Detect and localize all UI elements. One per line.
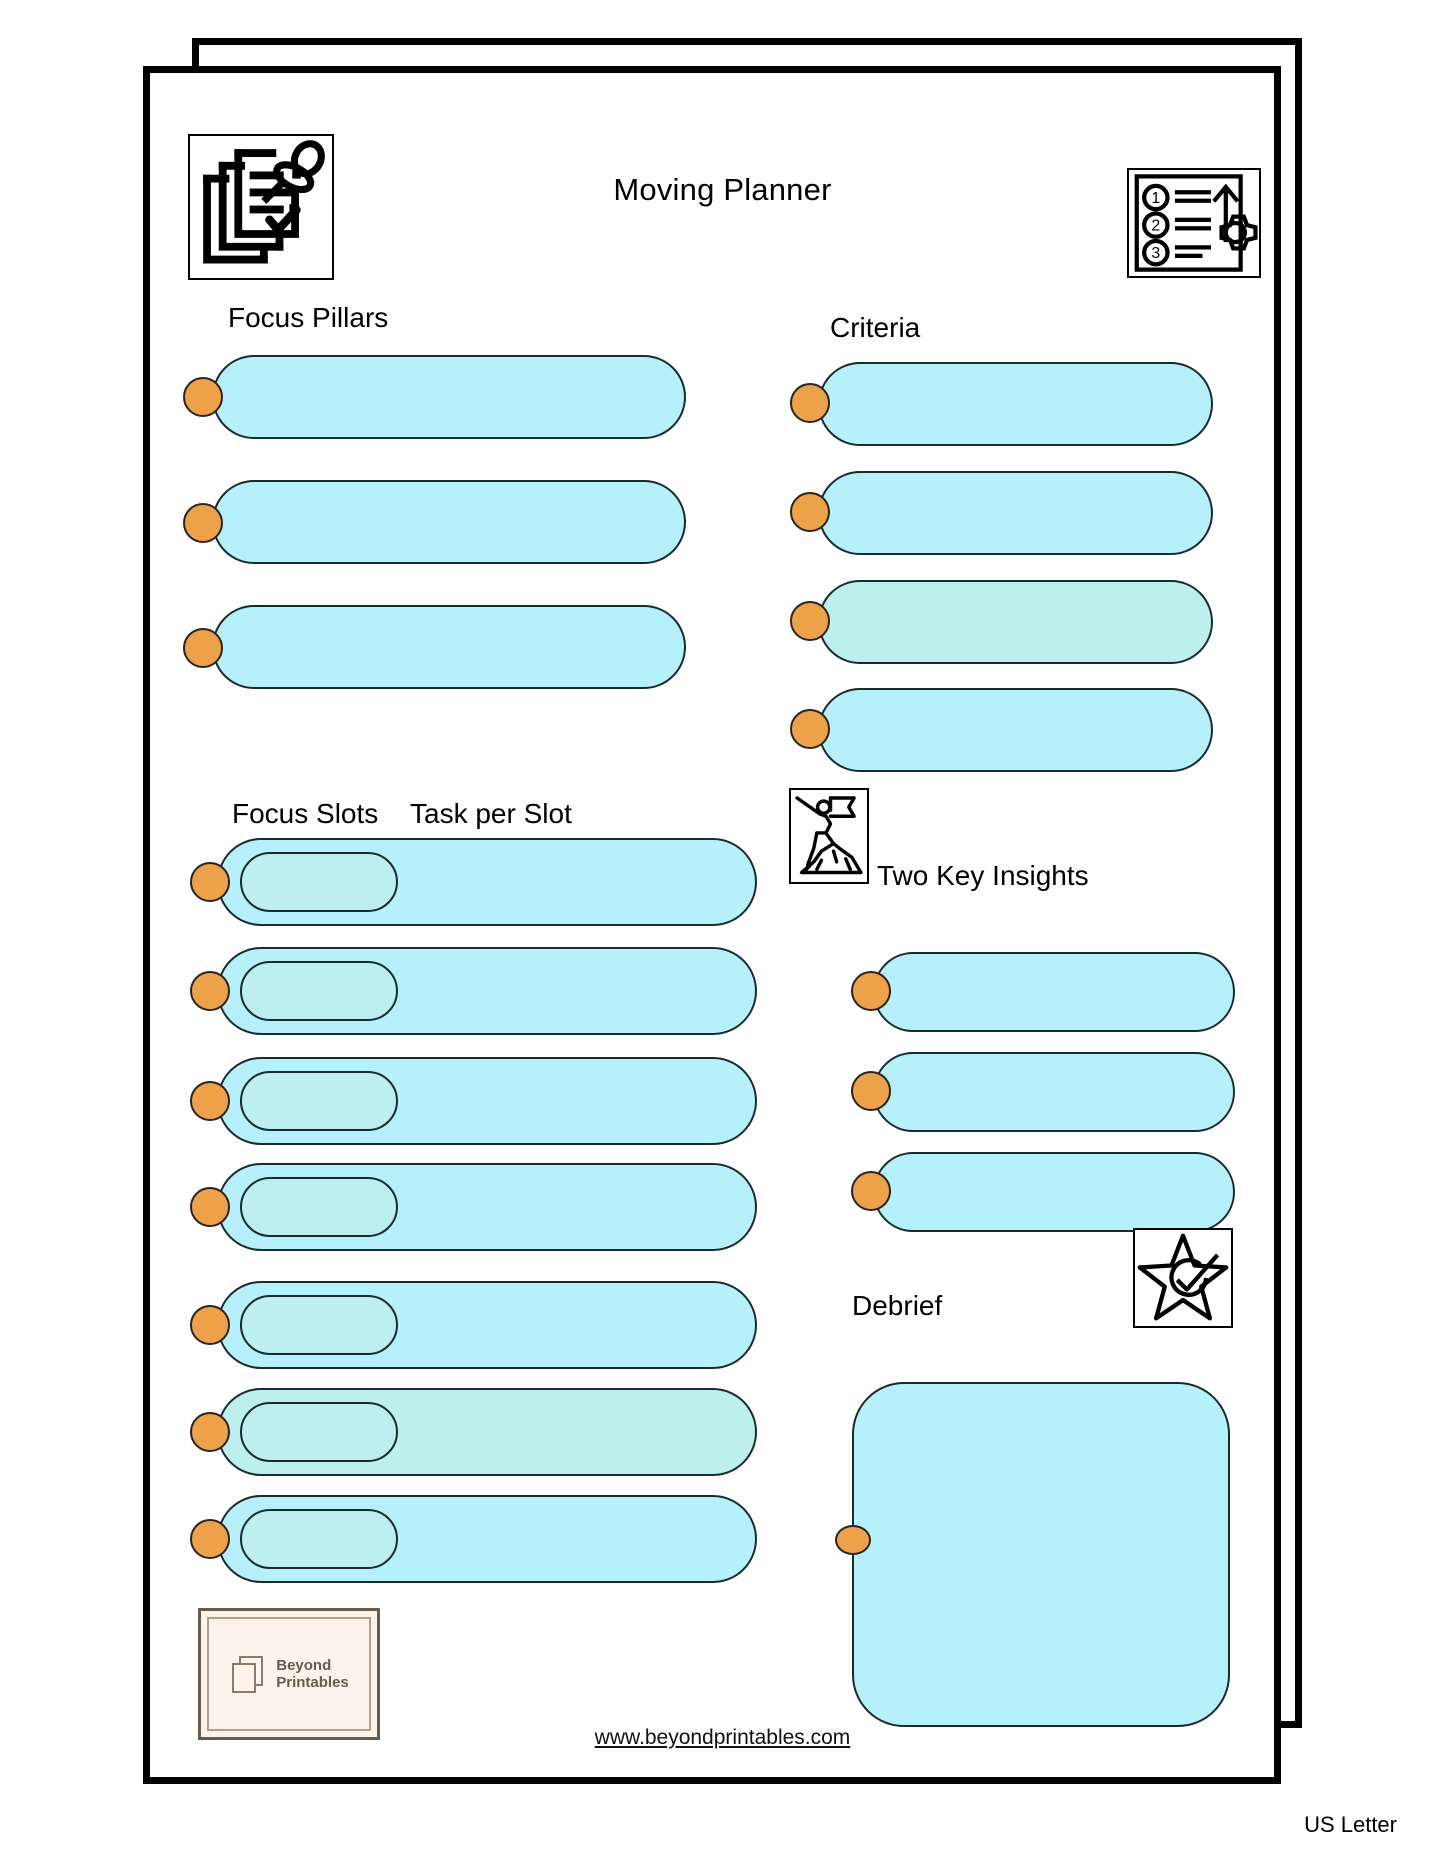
debrief-bullet bbox=[835, 1525, 871, 1555]
task-per-slot-field[interactable] bbox=[240, 961, 398, 1021]
focus-pillars-heading: Focus Pillars bbox=[228, 302, 389, 333]
site-url-text: www.beyondprintables.com bbox=[594, 1726, 851, 1749]
task-per-slot-field[interactable] bbox=[240, 1295, 398, 1355]
criteria-row[interactable] bbox=[818, 580, 1213, 664]
focus-pillar-bullet bbox=[183, 503, 223, 543]
task-per-slot-heading: Task per Slot bbox=[410, 798, 572, 829]
focus-slot-bullet bbox=[190, 1187, 230, 1227]
star-check-icon bbox=[1133, 1228, 1233, 1328]
focus-pillar-row[interactable] bbox=[212, 605, 686, 689]
criteria-bullet bbox=[790, 383, 830, 423]
debrief-heading: Debrief bbox=[852, 1290, 943, 1321]
focus-slot-bullet bbox=[190, 862, 230, 902]
task-per-slot-field[interactable] bbox=[240, 852, 398, 912]
brand-badge-inner bbox=[207, 1617, 371, 1731]
criteria-row[interactable] bbox=[818, 471, 1213, 555]
task-per-slot-field[interactable] bbox=[240, 1177, 398, 1237]
insight-bullet bbox=[851, 1071, 891, 1111]
svg-text:2: 2 bbox=[1151, 217, 1161, 235]
criteria-row[interactable] bbox=[818, 362, 1213, 446]
criteria-bullet bbox=[790, 709, 830, 749]
criteria-row[interactable] bbox=[818, 688, 1213, 772]
paper-size-label: US Letter bbox=[1304, 1812, 1397, 1837]
focus-pillar-bullet bbox=[183, 377, 223, 417]
focus-pillar-row[interactable] bbox=[212, 355, 686, 439]
focus-slot-bullet bbox=[190, 1412, 230, 1452]
task-per-slot-field[interactable] bbox=[240, 1071, 398, 1131]
debrief-box[interactable] bbox=[852, 1382, 1230, 1727]
svg-text:3: 3 bbox=[1151, 244, 1161, 262]
insight-bullet bbox=[851, 971, 891, 1011]
stacked-pages-icon bbox=[229, 1653, 269, 1695]
two-key-insights-heading: Two Key Insights bbox=[877, 860, 1089, 891]
focus-slot-bullet bbox=[190, 971, 230, 1011]
insight-row[interactable] bbox=[873, 1052, 1235, 1132]
brand-badge bbox=[198, 1608, 380, 1740]
brand-name bbox=[276, 1657, 349, 1691]
page-title: Moving Planner bbox=[613, 172, 832, 207]
numbered-steps-gear-icon bbox=[1127, 168, 1261, 278]
criteria-bullet bbox=[790, 492, 830, 532]
insight-row[interactable] bbox=[873, 952, 1235, 1032]
summit-flag-icon bbox=[789, 788, 869, 884]
insight-row[interactable] bbox=[873, 1152, 1235, 1232]
criteria-heading: Criteria bbox=[830, 312, 921, 343]
svg-text:1: 1 bbox=[1151, 189, 1161, 207]
insight-bullet bbox=[851, 1171, 891, 1211]
brand-name-line2: Printables bbox=[276, 1674, 349, 1691]
focus-slot-bullet bbox=[190, 1081, 230, 1121]
brand-name-line1: Beyond bbox=[276, 1656, 332, 1674]
focus-slot-bullet bbox=[190, 1305, 230, 1345]
focus-slot-bullet bbox=[190, 1519, 230, 1559]
focus-pillar-row[interactable] bbox=[212, 480, 686, 564]
focus-slots-heading: Focus Slots bbox=[232, 798, 379, 829]
focus-pillar-bullet bbox=[183, 628, 223, 668]
criteria-bullet bbox=[790, 601, 830, 641]
site-url[interactable] bbox=[0, 1726, 1445, 1750]
task-per-slot-field[interactable] bbox=[240, 1509, 398, 1569]
clipboard-checklist-pin-icon bbox=[188, 134, 334, 280]
task-per-slot-field[interactable] bbox=[240, 1402, 398, 1462]
